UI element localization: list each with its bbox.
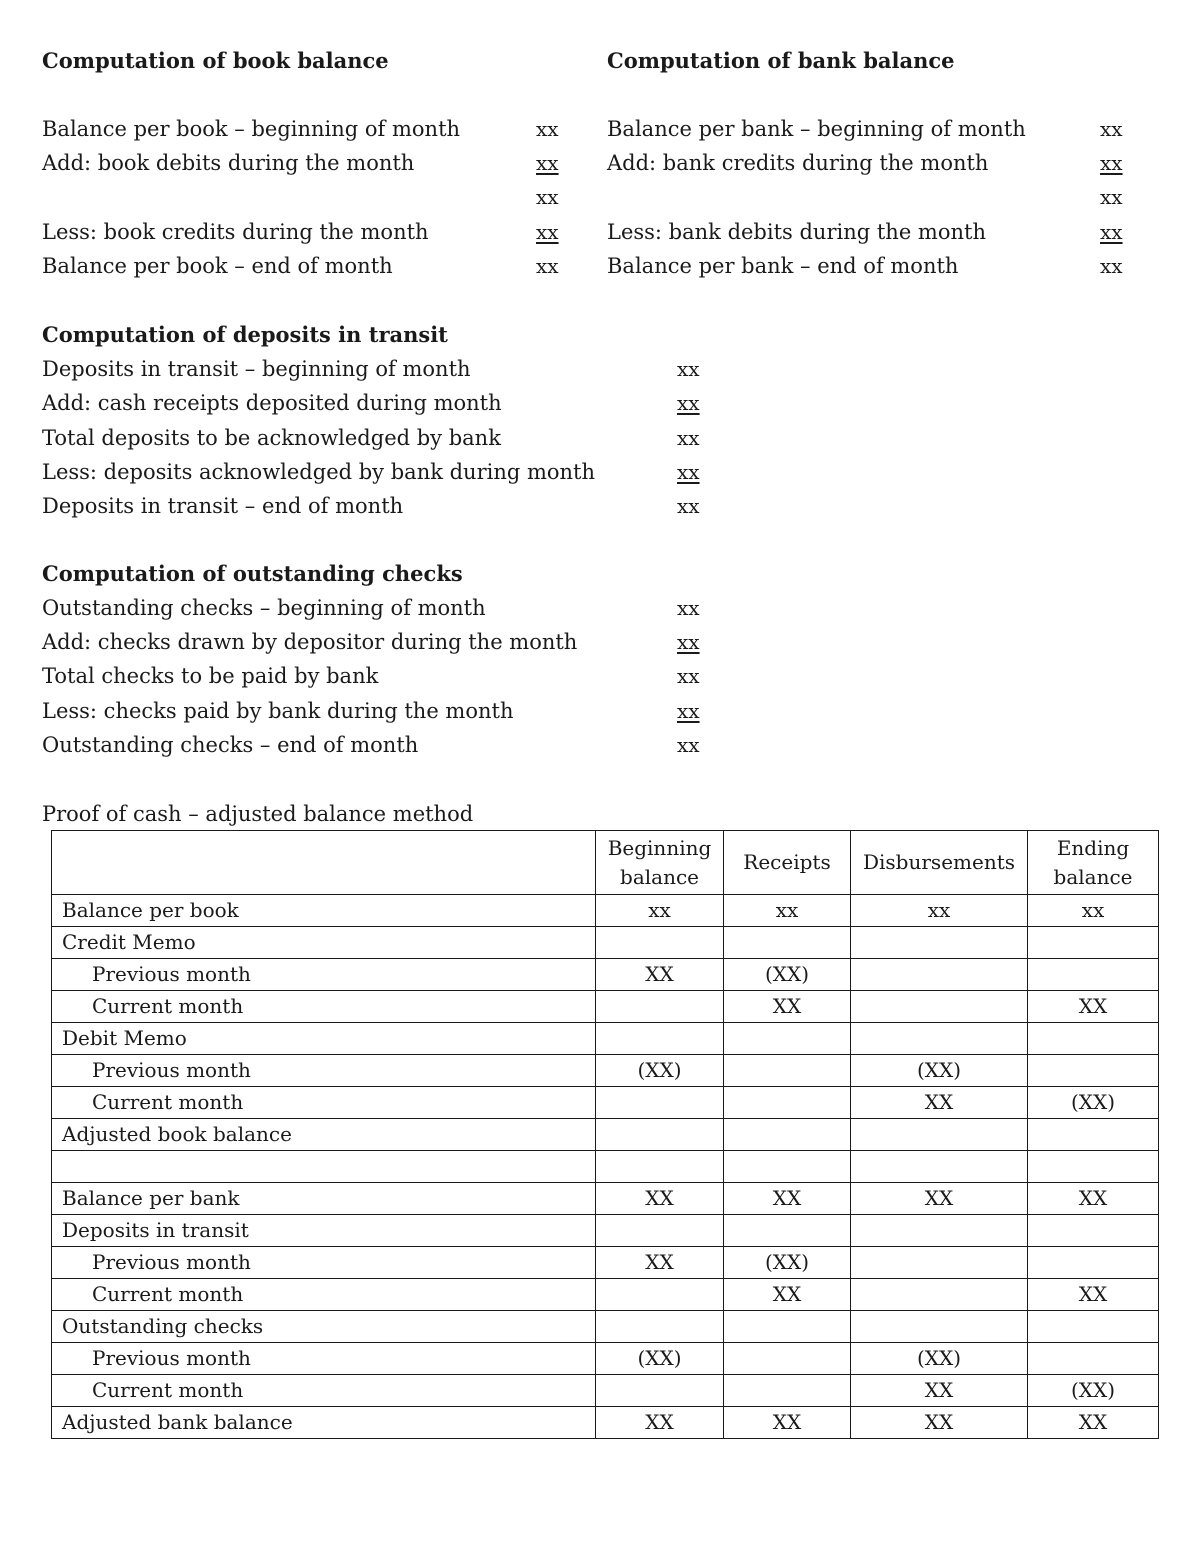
cell [596,1119,724,1151]
checks-row-value: xx [677,699,700,723]
cell [851,1247,1028,1279]
table-row [52,1055,1159,1087]
cell [1028,1055,1159,1087]
deposits-row-label: Total deposits to be acknowledged by bank [42,426,501,450]
cell: XX [596,1247,724,1279]
cell: XX [1028,991,1159,1023]
checks-row-label: Outstanding checks – beginning of month [42,596,486,620]
cell: XX [851,1375,1028,1407]
row-label: Balance per book [52,895,596,927]
deposits-row-label: Deposits in transit – beginning of month [42,357,471,381]
book-row-value: xx [536,254,559,278]
checks-row-label: Total checks to be paid by bank [42,664,379,688]
deposits-row-value: xx [677,391,700,415]
cell [851,1023,1028,1055]
cell: (XX) [851,1343,1028,1375]
cell [724,1023,851,1055]
cell: XX [724,1279,851,1311]
table-row [52,959,1159,991]
cell [596,1215,724,1247]
cell: XX [724,1183,851,1215]
cell: (XX) [851,1055,1028,1087]
proof-of-cash-table [51,830,1159,1439]
cell [851,927,1028,959]
cell: (XX) [724,1247,851,1279]
book-balance-section [42,44,582,284]
cell [1028,1023,1159,1055]
header-receipts: Receipts [724,831,851,895]
checks-row-value: xx [677,664,700,688]
cell [1028,959,1159,991]
row-label: Current month [52,1279,596,1311]
bank-row-value: xx [1100,117,1123,141]
row-label [52,1151,596,1183]
table-row [52,1023,1159,1055]
deposits-row-label: Deposits in transit – end of month [42,494,404,518]
table-row [52,1407,1159,1439]
cell: (XX) [596,1055,724,1087]
cell: xx [1028,895,1159,927]
bank-row-label: Less: bank debits during the month [607,220,986,244]
proof-of-cash-title: Proof of cash – adjusted balance method [42,802,474,826]
table-row [52,1375,1159,1407]
book-row-value: xx [536,185,559,209]
table-row [52,1119,1159,1151]
row-label: Adjusted book balance [52,1119,596,1151]
book-row-label: Add: book debits during the month [42,151,415,175]
row-label: Balance per bank [52,1183,596,1215]
cell [851,991,1028,1023]
deposits-title: Computation of deposits in transit [42,322,448,347]
checks-row-value: xx [677,733,700,757]
book-row-label: Balance per book – beginning of month [42,117,461,141]
cell [851,1215,1028,1247]
cell: XX [596,1183,724,1215]
bank-row-label: Add: bank credits during the month [607,151,989,175]
cell [724,1375,851,1407]
cell [1028,1215,1159,1247]
cell: XX [724,991,851,1023]
checks-row-value: xx [677,630,700,654]
book-balance-title: Computation of book balance [42,48,389,73]
table-row [52,1183,1159,1215]
cell: XX [851,1087,1028,1119]
cell [1028,1247,1159,1279]
bank-balance-title: Computation of bank balance [607,48,955,73]
table-row [52,927,1159,959]
cell: XX [1028,1407,1159,1439]
row-label: Previous month [52,1247,596,1279]
cell [596,1279,724,1311]
row-label: Current month [52,991,596,1023]
bank-row-label: Balance per bank – beginning of month [607,117,1026,141]
row-label: Current month [52,1375,596,1407]
table-row [52,1151,1159,1183]
book-row-value: xx [536,220,559,244]
cell [724,1055,851,1087]
checks-row-label: Less: checks paid by bank during the month [42,699,514,723]
cell [596,1151,724,1183]
deposits-row-label: Add: cash receipts deposited during month [42,391,502,415]
cell: (XX) [1028,1375,1159,1407]
cell [724,927,851,959]
table-row [52,991,1159,1023]
cell [1028,1343,1159,1375]
cell: XX [851,1407,1028,1439]
row-label: Current month [52,1087,596,1119]
cell [724,1087,851,1119]
cell [851,1311,1028,1343]
book-row-label: Balance per book – end of month [42,254,393,278]
cell [851,1119,1028,1151]
cell: XX [1028,1183,1159,1215]
cell [851,1279,1028,1311]
cell: xx [851,895,1028,927]
cell [1028,1119,1159,1151]
cell: XX [1028,1279,1159,1311]
cell [724,1215,851,1247]
cell [1028,1151,1159,1183]
bank-row-value: xx [1100,254,1123,278]
cell [596,1311,724,1343]
table-row [52,1343,1159,1375]
cell [1028,927,1159,959]
outstanding-checks-section [42,557,742,762]
cell: XX [596,959,724,991]
book-row-value: xx [536,151,559,175]
table-row [52,895,1159,927]
header-ending-balance: Ending balance [1028,831,1159,895]
cell [724,1343,851,1375]
checks-row-value: xx [677,596,700,620]
bank-balance-section [607,44,1147,284]
cell: xx [596,895,724,927]
bank-row-value: xx [1100,185,1123,209]
cell [724,1151,851,1183]
table-header-row [52,831,1159,895]
cell [851,1151,1028,1183]
table-row [52,1247,1159,1279]
cell [724,1311,851,1343]
cell: xx [724,895,851,927]
deposits-row-value: xx [677,357,700,381]
cell [596,927,724,959]
row-label: Adjusted bank balance [52,1407,596,1439]
bank-row-value: xx [1100,220,1123,244]
deposits-row-value: xx [677,426,700,450]
table-row [52,1087,1159,1119]
cell [596,1087,724,1119]
checks-row-label: Outstanding checks – end of month [42,733,419,757]
cell [1028,1311,1159,1343]
cell: XX [724,1407,851,1439]
header-beginning-balance: Beginning balance [596,831,724,895]
cell: XX [596,1407,724,1439]
row-label: Previous month [52,959,596,991]
deposits-row-value: xx [677,460,700,484]
row-label: Credit Memo [52,927,596,959]
deposits-row-label: Less: deposits acknowledged by bank during month [42,460,596,484]
checks-title: Computation of outstanding checks [42,561,463,586]
bank-row-value: xx [1100,151,1123,175]
row-label: Debit Memo [52,1023,596,1055]
deposits-row-value: xx [677,494,700,518]
cell: XX [851,1183,1028,1215]
header-blank [52,831,596,895]
cell [596,1375,724,1407]
cell [596,1023,724,1055]
table-row [52,1311,1159,1343]
cell: (XX) [596,1343,724,1375]
table-row [52,1279,1159,1311]
cell: (XX) [724,959,851,991]
bank-row-label: Balance per bank – end of month [607,254,959,278]
row-label: Deposits in transit [52,1215,596,1247]
cell [851,959,1028,991]
book-row-value: xx [536,117,559,141]
table-row [52,1215,1159,1247]
cell: (XX) [1028,1087,1159,1119]
checks-row-label: Add: checks drawn by depositor during the month [42,630,578,654]
row-label: Previous month [52,1055,596,1087]
deposits-in-transit-section [42,318,742,523]
book-row-label: Less: book credits during the month [42,220,429,244]
cell [596,991,724,1023]
header-disbursements: Disbursements [851,831,1028,895]
cell [724,1119,851,1151]
row-label: Outstanding checks [52,1311,596,1343]
row-label: Previous month [52,1343,596,1375]
